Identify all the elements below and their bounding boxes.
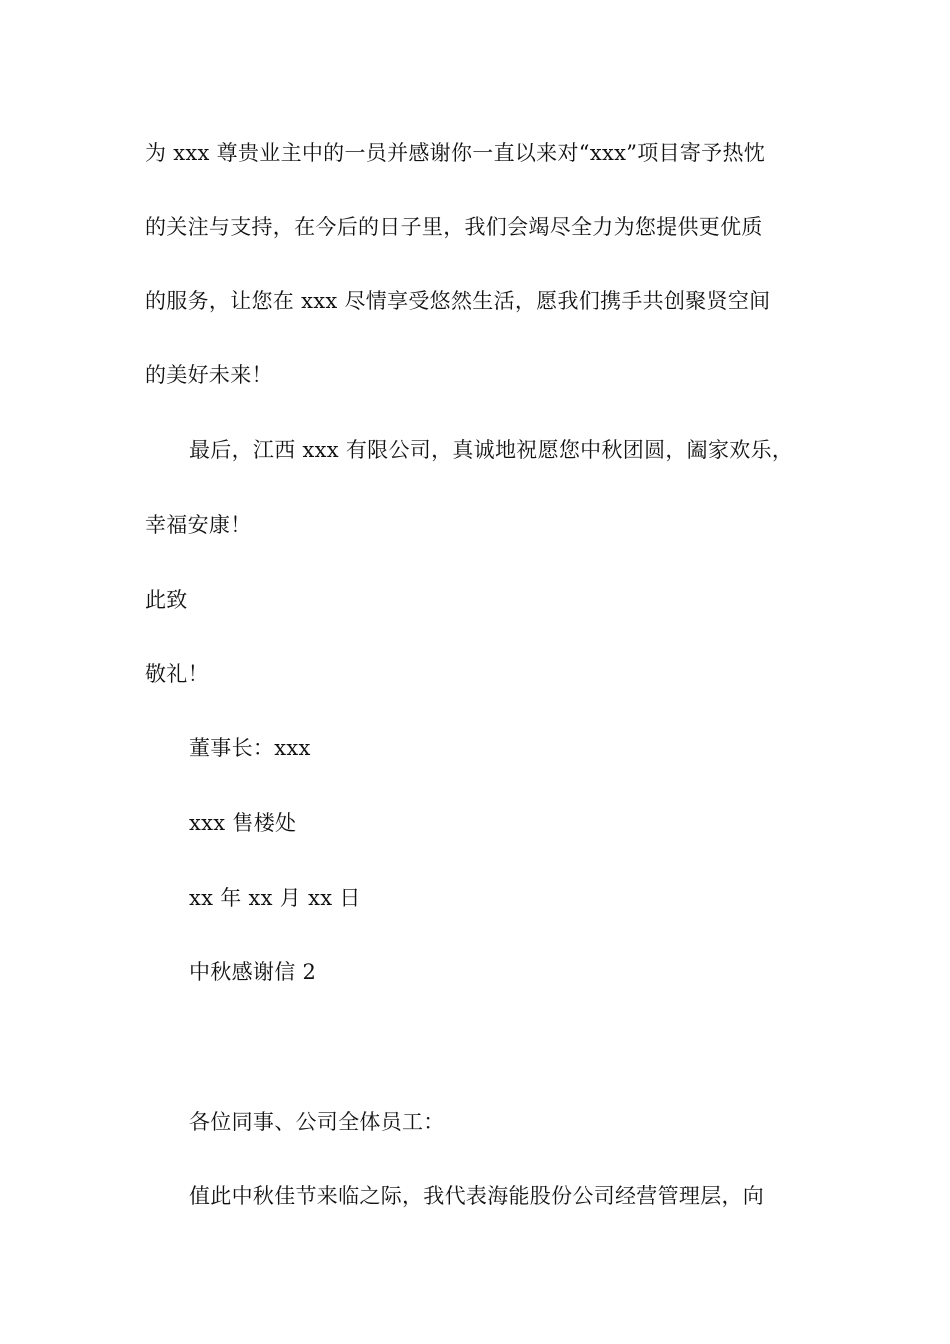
letter-2-body-line: 值此中秋佳节来临之际，我代表海能股份公司经营管理层，向	[189, 1184, 765, 1208]
letter-2-salutation: 各位同事、公司全体员工：	[189, 1110, 445, 1134]
closing-salute: 敬礼！	[145, 662, 209, 686]
signature-date: xx 年 xx 月 xx 日	[189, 886, 361, 910]
body-text-line: 为 xxx 尊贵业主中的一员并感谢你一直以来对“xxx”项目寄予热忱	[145, 141, 766, 165]
signature-chairman: 董事长：xxx	[189, 736, 311, 760]
letter-2-title: 中秋感谢信 2	[189, 960, 317, 984]
closing-wish-line: 幸福安康！	[145, 513, 252, 537]
body-text-line: 的服务，让您在 xxx 尽情享受悠然生活，愿我们携手共创聚贤空间	[145, 289, 771, 313]
closing-phrase: 此致	[145, 588, 188, 612]
signature-office: xxx 售楼处	[189, 811, 297, 835]
closing-wish-line: 最后，江西 xxx 有限公司，真诚地祝愿您中秋团圆，阖家欢乐，	[189, 438, 794, 462]
body-text-line: 的关注与支持，在今后的日子里，我们会竭尽全力为您提供更优质	[145, 215, 763, 239]
body-text-line: 的美好未来！	[145, 363, 273, 387]
